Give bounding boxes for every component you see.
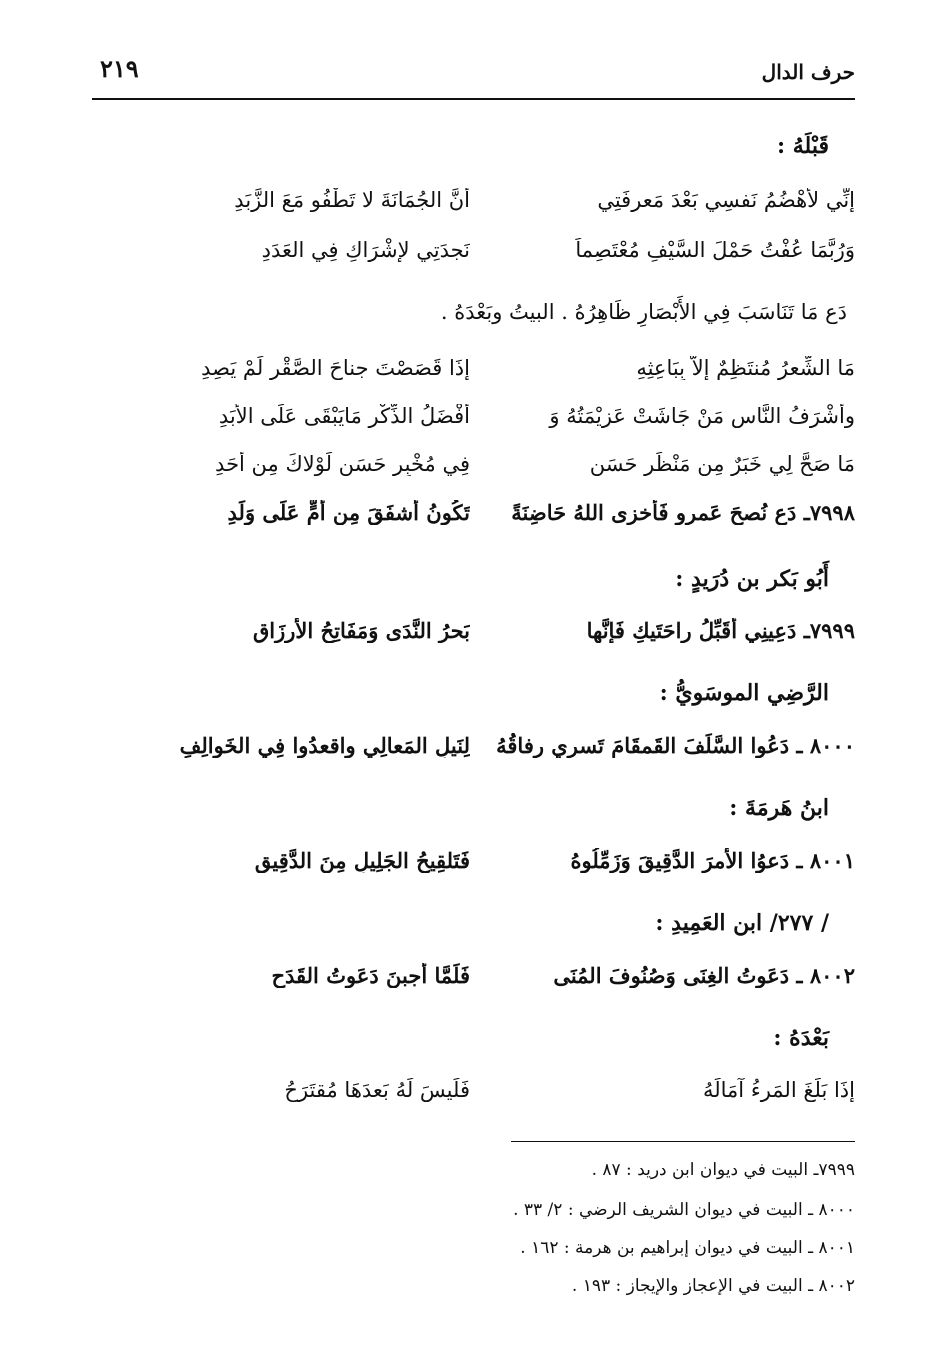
verse-second-hemistich: فَتَلقِيحُ الجَلِيلِ مِنَ الدَّقِيقِ xyxy=(254,848,470,873)
header-rule xyxy=(92,98,855,100)
verse-first-hemistich: مَا الشِّعرُ مُنتَظِمٌ إلاّ بِبَاعِثِهِ xyxy=(636,356,855,380)
verse-first-hemistich: وأَشْرَفُ النَّاسِ مَنْ جَاشَتْ عَزِيْمَتُهُ وَ xyxy=(549,404,855,428)
verse-line xyxy=(92,238,855,278)
verse-second-hemistich: لِنَيلِ المَعالِي واقعدُوا فِي الخَوالِفِ xyxy=(179,733,470,758)
poet-attribution: ابنُ هَرمَةَ : xyxy=(729,795,829,821)
verse-line xyxy=(92,356,855,396)
prose-line: دَع مَا تَنَاسَبَ فِي الأَبْصَارِ ظَاهِرُهُ . البيتُ وبَعْدَهُ . xyxy=(440,300,847,324)
verse-first-hemistich: إِذَا بَلَغَ المَرءُ آمَالَهُ xyxy=(703,1078,855,1102)
verse-first-hemistich: ٨٠٠٠ ـ دَعُوا السَّلَفَ القَمقَامَ تَسرِي رِفاقُهُ xyxy=(496,733,855,758)
poet-attribution: أَبُو بَكر بن دُرَيدٍ : xyxy=(675,566,829,592)
numbered-verse-8000 xyxy=(92,733,855,773)
verse-first-hemistich: ٨٠٠٢ ـ دَعَوتُ الغِنَى وَصُنُوفَ المُنَى xyxy=(553,963,855,988)
verse-first-hemistich: ٧٩٩٩ـ دَعِينِي أُقَبِّلُ راحَتَيكِ فَإِنَّها xyxy=(586,618,855,643)
poet-attribution: / ٢٧٧/ ابن العَمِيدِ : xyxy=(655,910,829,936)
verse-second-hemistich: بَحرُ النَّدَى وَمَفَاتِحُ الأَرزَاقِ xyxy=(253,618,470,643)
numbered-verse-8002 xyxy=(92,963,855,1003)
verse-first-hemistich: وَرُبَّمَا عُفْتُ حَمْلَ السَّيْفِ مُعْتَصِماً xyxy=(575,238,855,262)
numbered-verse-7999 xyxy=(92,618,855,658)
verse-second-hemistich: تَكُونُ أَشفَقَ مِن أُمٍّ عَلَى وَلَدِ xyxy=(227,500,470,525)
page-header xyxy=(92,52,855,96)
verse-second-hemistich: أَفْضَلُ الذِّكْرِ مَايَبْقَى عَلَى الأَبَدِ xyxy=(218,404,470,428)
verse-line xyxy=(92,188,855,228)
verse-second-hemistich: نَجدَتِي لإِشْرَاكِ فِي العَدَدِ xyxy=(261,238,470,262)
numbered-verse-7998 xyxy=(92,500,855,540)
verse-first-hemistich: إِنِّي لأَهْضُمُ نَفسِي بَعْدَ مَعرِفَتِي xyxy=(597,188,855,212)
footnote: ٧٩٩٩ـ البيت في ديوان ابن دريد : ٨٧ . xyxy=(591,1160,855,1180)
verse-line xyxy=(92,452,855,492)
verse-first-hemistich: ٧٩٩٨ـ دَع نُصحَ عَمرو فَأَخزى اللهُ حَاضِنَةً xyxy=(511,500,855,525)
verse-second-hemistich: فَلَيسَ لَهُ بَعدَهَا مُقتَرَحُ xyxy=(284,1078,470,1102)
running-title: حرف الدال xyxy=(761,60,855,84)
verse-line xyxy=(92,404,855,444)
verse-first-hemistich: مَا صَحَّ لِي خَبَرٌ مِن مَنْظَرٍ حَسَنٍ xyxy=(589,452,855,476)
verse-second-hemistich: أَنَّ الجُمَانَةَ لا تَطْفُو مَعَ الزَّبَدِ xyxy=(234,188,470,212)
footnote-separator xyxy=(511,1141,855,1142)
footnote: ٨٠٠١ ـ البيت في ديوان إبراهيم بن هرمة : ١٦٢ . xyxy=(520,1238,855,1258)
verse-second-hemistich: فَلَمَّا أَجبنَ دَعَوتُ القَدَح xyxy=(271,963,470,988)
poet-attribution: الرَّضِي الموسَويُّ : xyxy=(659,680,829,706)
section-intro: بَعْدَهُ : xyxy=(773,1025,829,1051)
footnote: ٨٠٠٢ ـ البيت في الإعجاز والإيجاز : ١٩٣ . xyxy=(571,1276,855,1296)
footnote: ٨٠٠٠ ـ البيت في ديوان الشريف الرضي : ٢/ ٣٣ . xyxy=(513,1200,855,1220)
verse-line xyxy=(92,1078,855,1118)
numbered-verse-8001 xyxy=(92,848,855,888)
verse-second-hemistich: إِذَا قَصَصْتَ جناحَ الصَّقْرِ لَمْ يَصِدِ xyxy=(201,356,470,380)
section-intro: قَبْلَهُ : xyxy=(776,133,829,159)
verse-second-hemistich: فِي مُخْبِرٍ حَسَنٍ لَوْلاكَ مِن أَحَدِ xyxy=(215,452,470,476)
verse-first-hemistich: ٨٠٠١ ـ دَعوُا الأَمرَ الدَّقِيقَ وَزَمِّلُوهُ xyxy=(570,848,855,873)
page-number: ٢١٩ xyxy=(100,54,139,83)
